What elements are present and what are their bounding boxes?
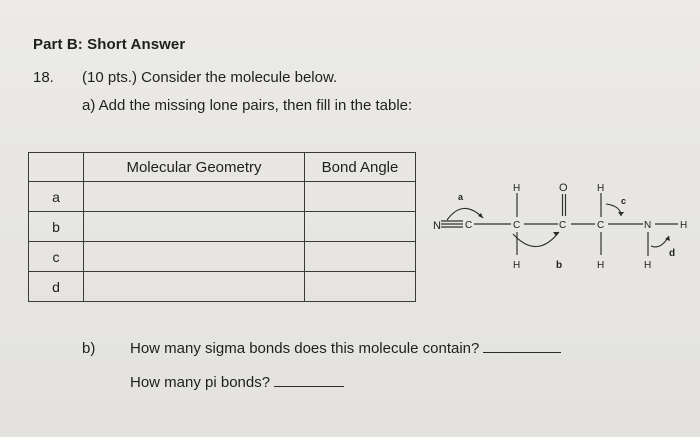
pi-question-text: How many pi bonds? bbox=[130, 374, 271, 391]
bond-angle-cell[interactable] bbox=[305, 242, 416, 272]
site-label-c: c bbox=[621, 196, 627, 206]
triple-bond bbox=[441, 221, 463, 227]
atom-c2: C bbox=[513, 220, 521, 231]
site-label-b: b bbox=[556, 260, 563, 271]
pi-question bbox=[130, 374, 344, 391]
atom-h-c2-top: H bbox=[513, 183, 521, 194]
table-header-row bbox=[29, 153, 416, 182]
atom-o-top: O bbox=[559, 182, 568, 194]
question-text: (10 pts.) Consider the molecule below. bbox=[82, 69, 338, 86]
sigma-question-text: How many sigma bonds does this molecule contain? bbox=[130, 340, 480, 357]
geometry-cell[interactable] bbox=[84, 242, 305, 272]
geometry-table bbox=[28, 152, 416, 302]
site-label-a: a bbox=[458, 192, 464, 202]
atom-c1: C bbox=[465, 220, 473, 231]
sigma-answer-blank[interactable] bbox=[483, 352, 561, 353]
table-row bbox=[29, 182, 416, 212]
table-row bbox=[29, 272, 416, 302]
table-row bbox=[29, 242, 416, 272]
table-row bbox=[29, 212, 416, 242]
atom-h-right: H bbox=[680, 220, 688, 231]
bond-angle-cell[interactable] bbox=[305, 212, 416, 242]
arc-arrowheads bbox=[478, 212, 670, 241]
column-header-bond-angle: Bond Angle bbox=[305, 153, 416, 182]
column-header-geometry: Molecular Geometry bbox=[84, 153, 305, 182]
angle-arcs bbox=[447, 204, 669, 247]
table-corner-cell bbox=[29, 153, 84, 182]
atom-h-n-bottom: H bbox=[644, 260, 652, 271]
pi-answer-blank[interactable] bbox=[274, 386, 344, 387]
atom-c4: C bbox=[597, 220, 605, 231]
molecule-structure bbox=[425, 170, 695, 290]
atom-c3: C bbox=[559, 220, 567, 231]
part-b-label: b) bbox=[82, 340, 96, 357]
geometry-cell[interactable] bbox=[84, 272, 305, 302]
site-label-d: d bbox=[669, 248, 676, 259]
atom-n-left: N bbox=[433, 220, 441, 232]
atom-n-right: N bbox=[644, 220, 652, 231]
geometry-cell[interactable] bbox=[84, 182, 305, 212]
sigma-question bbox=[130, 340, 561, 357]
bond-angle-cell[interactable] bbox=[305, 272, 416, 302]
part-a-instruction: a) Add the missing lone pairs, then fill in the table: bbox=[82, 97, 413, 114]
geometry-cell[interactable] bbox=[84, 212, 305, 242]
atom-h-c4-bottom: H bbox=[597, 260, 605, 271]
atom-h-c2-bottom: H bbox=[513, 260, 521, 271]
row-label: b bbox=[29, 212, 84, 242]
question-number: 18. bbox=[33, 69, 54, 86]
section-title: Part B: Short Answer bbox=[33, 36, 186, 53]
bond-angle-cell[interactable] bbox=[305, 182, 416, 212]
row-label: d bbox=[29, 272, 84, 302]
row-label: c bbox=[29, 242, 84, 272]
atom-h-c4-top: H bbox=[597, 183, 605, 194]
row-label: a bbox=[29, 182, 84, 212]
